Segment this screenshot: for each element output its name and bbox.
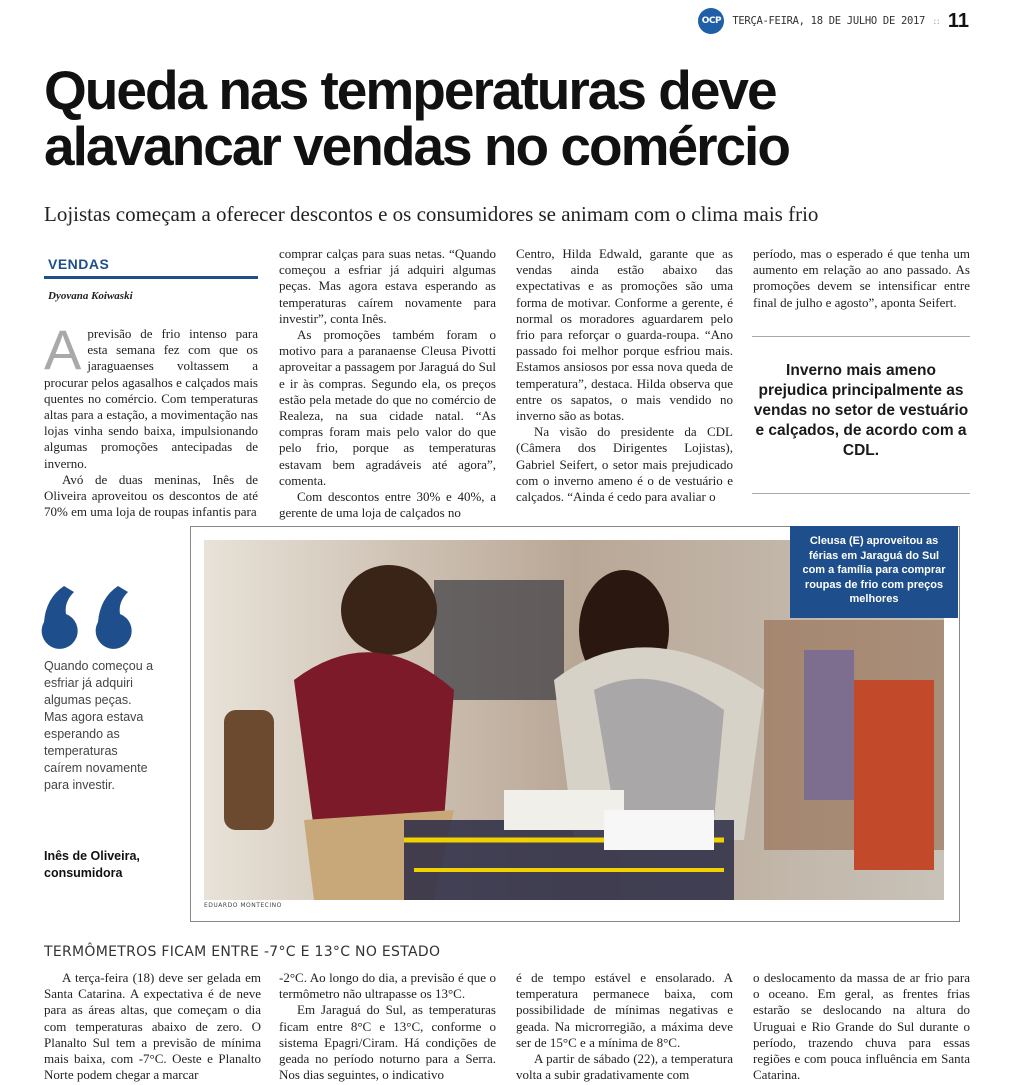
page-header xyxy=(698,8,969,34)
article-headline xyxy=(44,59,984,177)
article-paragraph: As promoções também foram o motivo para a paranaense Cleusa Pivotti aproveitar a passagem por Jaraguá do Sul e ir às compras. Segundo ela, os preços estão pela metade do que no comércio de Realeza, na sua cidade natal. “As compras foram mais pelo valor do que pelo frio, porque as temperaturas estavam bem agradáveis até agora”, comenta. xyxy=(279,327,496,488)
section-rule xyxy=(44,276,258,279)
quote-mark-icon xyxy=(40,576,150,656)
article-paragraph: Com descontos entre 30% e 40%, a gerente de uma loja de calçados no xyxy=(279,489,496,521)
headline-line-1: Queda nas temperaturas deve xyxy=(44,59,776,121)
weather-column-1 xyxy=(44,970,261,1083)
article-paragraph: Aprevisão de frio intenso para esta semana fez com que os jaraguaenses voltassem a procurar pelos agasalhos e calçados mais quentes no comércio. Com temperaturas altas para a estação, a movimentação nas lojas vinha sendo baixa, impulsionando algumas promoções antecipadas de inverno. xyxy=(44,318,258,471)
article-column-1 xyxy=(44,318,258,520)
drop-cap: A xyxy=(44,318,82,381)
weather-section-title: TERMÔMETROS FICAM ENTRE -7°C E 13°C NO ESTADO xyxy=(44,944,441,960)
section-label: VENDAS xyxy=(48,256,110,272)
weather-paragraph: é de tempo estável e ensolarado. A temperatura permanece baixa, com possibilidade de mínimas negativas e geada. Na microrregião, a máxima deve ser de 15°C e a mínima de 8°C. xyxy=(516,970,733,1050)
article-column-4 xyxy=(753,246,970,311)
issue-date: TERÇA-FEIRA, 18 DE JULHO DE 2017 xyxy=(732,15,926,27)
byline: Dyovana Koiwaski xyxy=(48,290,133,302)
article-column-2 xyxy=(279,246,496,521)
ocp-logo: OCP xyxy=(698,8,724,34)
weather-paragraph: A terça-feira (18) deve ser gelada em Santa Catarina. A expectativa é de neve para as áreas altas, que começam o dia com temperaturas abaixo de zero. O Planalto Sul tem a previsão de mínima mais baixa, com -7°C. Oeste e Planalto Norte podem chegar a marcar xyxy=(44,970,261,1083)
weather-column-3 xyxy=(516,970,733,1083)
article-paragraph: período, mas o esperado é que tenha um aumento em relação ao ano passado. As promoções devem se intensificar entre final de julho e agosto”, aponta Seifert. xyxy=(753,246,970,310)
weather-column-4 xyxy=(753,970,970,1083)
weather-column-2 xyxy=(279,970,496,1083)
article-paragraph: comprar calças para suas netas. “Quando começou a esfriar já adquiri algumas peças. Mas agora estava esperando as temperaturas caírem novamente para investir”, conta Inês. xyxy=(279,246,496,326)
photo-caption: Cleusa (E) aproveitou as férias em Jaraguá do Sul com a família para comprar roupas de frio com preços melhores xyxy=(790,526,958,618)
article-paragraph: Na visão do presidente da CDL (Câmera dos Dirigentes Lojistas), Gabriel Seifert, o setor mais prejudicado com o inverno ameno é o de vestuário e calçados. “Ainda é cedo para avaliar o xyxy=(516,424,733,505)
article-subhead: Lojistas começam a oferecer descontos e os consumidores se animam com o clima mais frio xyxy=(44,202,819,226)
weather-paragraph: Em Jaraguá do Sul, as temperaturas ficam entre 8°C e 13°C, conforme o sistema Epagri/Ciram. Há condições de geada no período noturno para a Serra. Nos dias seguintes, o indicativo xyxy=(279,1002,496,1083)
pull-quote: Inverno mais ameno prejudica principalmente as vendas no setor de vestuário e calçados, de acordo com a CDL. xyxy=(752,336,970,494)
weather-paragraph: -2°C. Ao longo do dia, a previsão é que o termômetro não ultrapasse os 13°C. xyxy=(279,970,496,1002)
quote-author-role: consumidora xyxy=(44,866,123,880)
quote-text: Quando começou a esfriar já adquiri algumas peças. Mas agora estava esperando as temperaturas caírem novamente para investir. xyxy=(44,659,154,792)
article-column-3 xyxy=(516,246,733,505)
article-paragraph: Centro, Hilda Edwald, garante que as vendas ainda estão abaixo das expectativas e as promoções são uma forma de motivar. Conforme a gerente, é normal os moradores aguardarem pelo frio para reforçar o guarda-roupa. “Ano passado foi melhor porque esfriou mais. Estamos ansiosos por essa nova queda de temperatura”, destaca. Hilda observa que entre os sapatos, o mais vendido no inverno são as botas. xyxy=(516,246,733,424)
article-paragraph: Avó de duas meninas, Inês de Oliveira aproveitou os descontos de até 70% em uma loja de roupas infantis para xyxy=(44,471,258,520)
quote-author-name: Inês de Oliveira, xyxy=(44,849,140,863)
weather-paragraph: o deslocamento da massa de ar frio para o oceano. Em geral, as frentes frias estarão se deslocando na altura do Uruguai e Rio Grande do Sul durante o período, trazendo chuva para essas regiões e com pouca influência em Santa Catarina. xyxy=(753,970,970,1083)
quote-attribution xyxy=(44,848,174,882)
page-number: 11 xyxy=(947,9,969,32)
weather-paragraph: A partir de sábado (22), a temperatura volta a subir gradativamente com xyxy=(516,1051,733,1083)
photo-credit: EDUARDO MONTECINO xyxy=(204,902,282,909)
headline-line-2: alavancar vendas no comércio xyxy=(44,115,789,177)
header-separator: :: xyxy=(933,15,940,27)
